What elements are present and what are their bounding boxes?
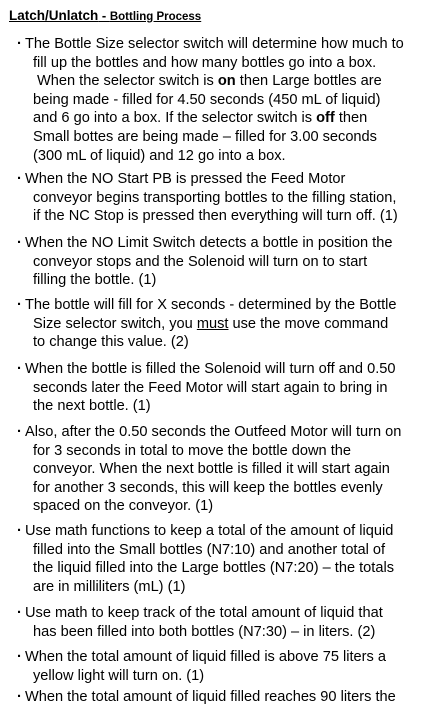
text-line (25, 360, 395, 379)
page-title (9, 8, 201, 25)
bullet-marker: · (17, 424, 22, 440)
text-run: When the total amount of liquid filled is above 75 liters a (25, 649, 386, 665)
text-run: When the NO Limit Switch detects a bottle in position the (25, 235, 393, 251)
text-run: then (334, 110, 368, 127)
bullet-marker: · (17, 235, 22, 251)
bullet-marker: · (17, 171, 22, 187)
text-run: The Bottle Size selector switch will determine how much to (25, 36, 404, 52)
text-run: and 6 go into a box. If the selector switch is (33, 110, 317, 127)
text-line (33, 497, 213, 516)
text-run: conveyor stops and the Solenoid will turn on to start (33, 253, 368, 270)
text-line (25, 35, 404, 54)
text-line (33, 541, 385, 560)
text-run: filling the bottle. (1) (33, 272, 157, 289)
text-line (25, 604, 383, 623)
text-line (33, 578, 185, 597)
text-line (25, 234, 392, 253)
text-run: use the move command (228, 315, 389, 332)
text-run: When the NO Start PB is pressed the Feed Motor (25, 171, 346, 187)
text-line (25, 688, 396, 707)
text-run: for 3 seconds in total to move the bottle down the (33, 442, 352, 459)
text-run: being made - filled for 4.50 seconds (450 mL of liquid) (33, 91, 381, 108)
text-line (33, 667, 204, 686)
text-run: Small bottes are being made – filled for 3.00 seconds (33, 129, 377, 145)
list-item (17, 360, 437, 416)
text-run: yellow light will turn on. (1) (33, 667, 205, 684)
text-run: Use math functions to keep a total of the amount of liquid (25, 523, 394, 539)
text-run: for another 3 seconds, this will keep the bottles evenly (33, 479, 383, 496)
list-item (17, 688, 437, 707)
text-line (33, 109, 367, 128)
underlined-text: must (196, 315, 229, 332)
text-line (33, 315, 388, 334)
text-run: seconds later the Feed Motor will start again to bring in (33, 379, 388, 396)
text-line (33, 189, 396, 208)
title-subtitle: Bottling Process (109, 11, 202, 23)
text-line (33, 460, 390, 479)
list-item (17, 35, 437, 165)
text-line (33, 128, 377, 147)
list-item (17, 234, 437, 290)
bullet-marker: · (17, 361, 22, 377)
bullet-marker: · (17, 36, 22, 52)
text-line (33, 253, 367, 272)
text-run: When the bottle is filled the Solenoid will turn off and 0.50 (25, 361, 396, 377)
text-line (33, 442, 351, 461)
bold-text: off (316, 110, 335, 127)
text-run: then Large bottles are (235, 73, 382, 90)
text-run: has been filled into both bottles (N7:30) – in liters. (2) (33, 623, 376, 640)
text-line (33, 559, 394, 578)
text-run: if the NC Stop is pressed then everything will turn off. (1) (33, 208, 398, 225)
text-line (25, 522, 393, 541)
bullet-marker: · (17, 605, 22, 621)
text-run: Size selector switch, you (33, 315, 197, 332)
text-run: Use math to keep track of the total amount of liquid that (25, 605, 383, 621)
text-run: to change this value. (2) (33, 334, 189, 351)
text-line (25, 170, 345, 189)
bold-text: on (217, 73, 236, 90)
list-item (17, 170, 437, 226)
text-run: the next bottle. (1) (33, 398, 151, 415)
text-line (33, 207, 398, 226)
bullet-marker: · (17, 297, 22, 313)
list-item (17, 296, 437, 352)
list-item (17, 423, 437, 516)
text-run: (300 mL of liquid) and 12 go into a box. (33, 147, 286, 164)
text-run: fill up the bottles and how many bottles go into a box. (33, 54, 377, 71)
text-line (33, 397, 151, 416)
text-run: spaced on the conveyor. (1) (33, 498, 214, 515)
text-line (37, 72, 382, 91)
text-run: conveyor begins transporting bottles to the filling station, (33, 189, 397, 206)
text-line (33, 91, 380, 110)
title-main: Latch/Unlatch (9, 8, 99, 23)
text-line (33, 379, 387, 398)
text-line (25, 423, 401, 442)
list-item (17, 648, 437, 685)
title-separator: - (98, 8, 110, 23)
text-run: Also, after the 0.50 seconds the Outfeed Motor will turn on (25, 424, 402, 440)
list-item (17, 522, 437, 596)
text-line (33, 623, 375, 642)
text-line (25, 296, 397, 315)
text-line (25, 648, 386, 667)
bullet-marker: · (17, 689, 22, 705)
text-line (33, 54, 376, 73)
text-run: When the total amount of liquid filled reaches 90 liters the (25, 689, 396, 705)
text-run: The bottle will fill for X seconds - determined by the Bottle (25, 297, 397, 313)
list-item (17, 604, 437, 641)
text-run: filled into the Small bottles (N7:10) and another total of (33, 541, 386, 558)
text-run: conveyor. When the next bottle is filled it will start again (33, 461, 390, 478)
text-run: are in milliliters (mL) (1) (33, 578, 186, 595)
text-line (33, 271, 156, 290)
bullet-marker: · (17, 523, 22, 539)
text-run: When the selector switch is (37, 73, 218, 90)
text-line (33, 479, 383, 498)
text-run: the liquid filled into the Large bottles (N7:20) – the totals (33, 560, 395, 577)
text-line (33, 147, 286, 166)
bullet-marker: · (17, 649, 22, 665)
text-line (33, 333, 189, 352)
